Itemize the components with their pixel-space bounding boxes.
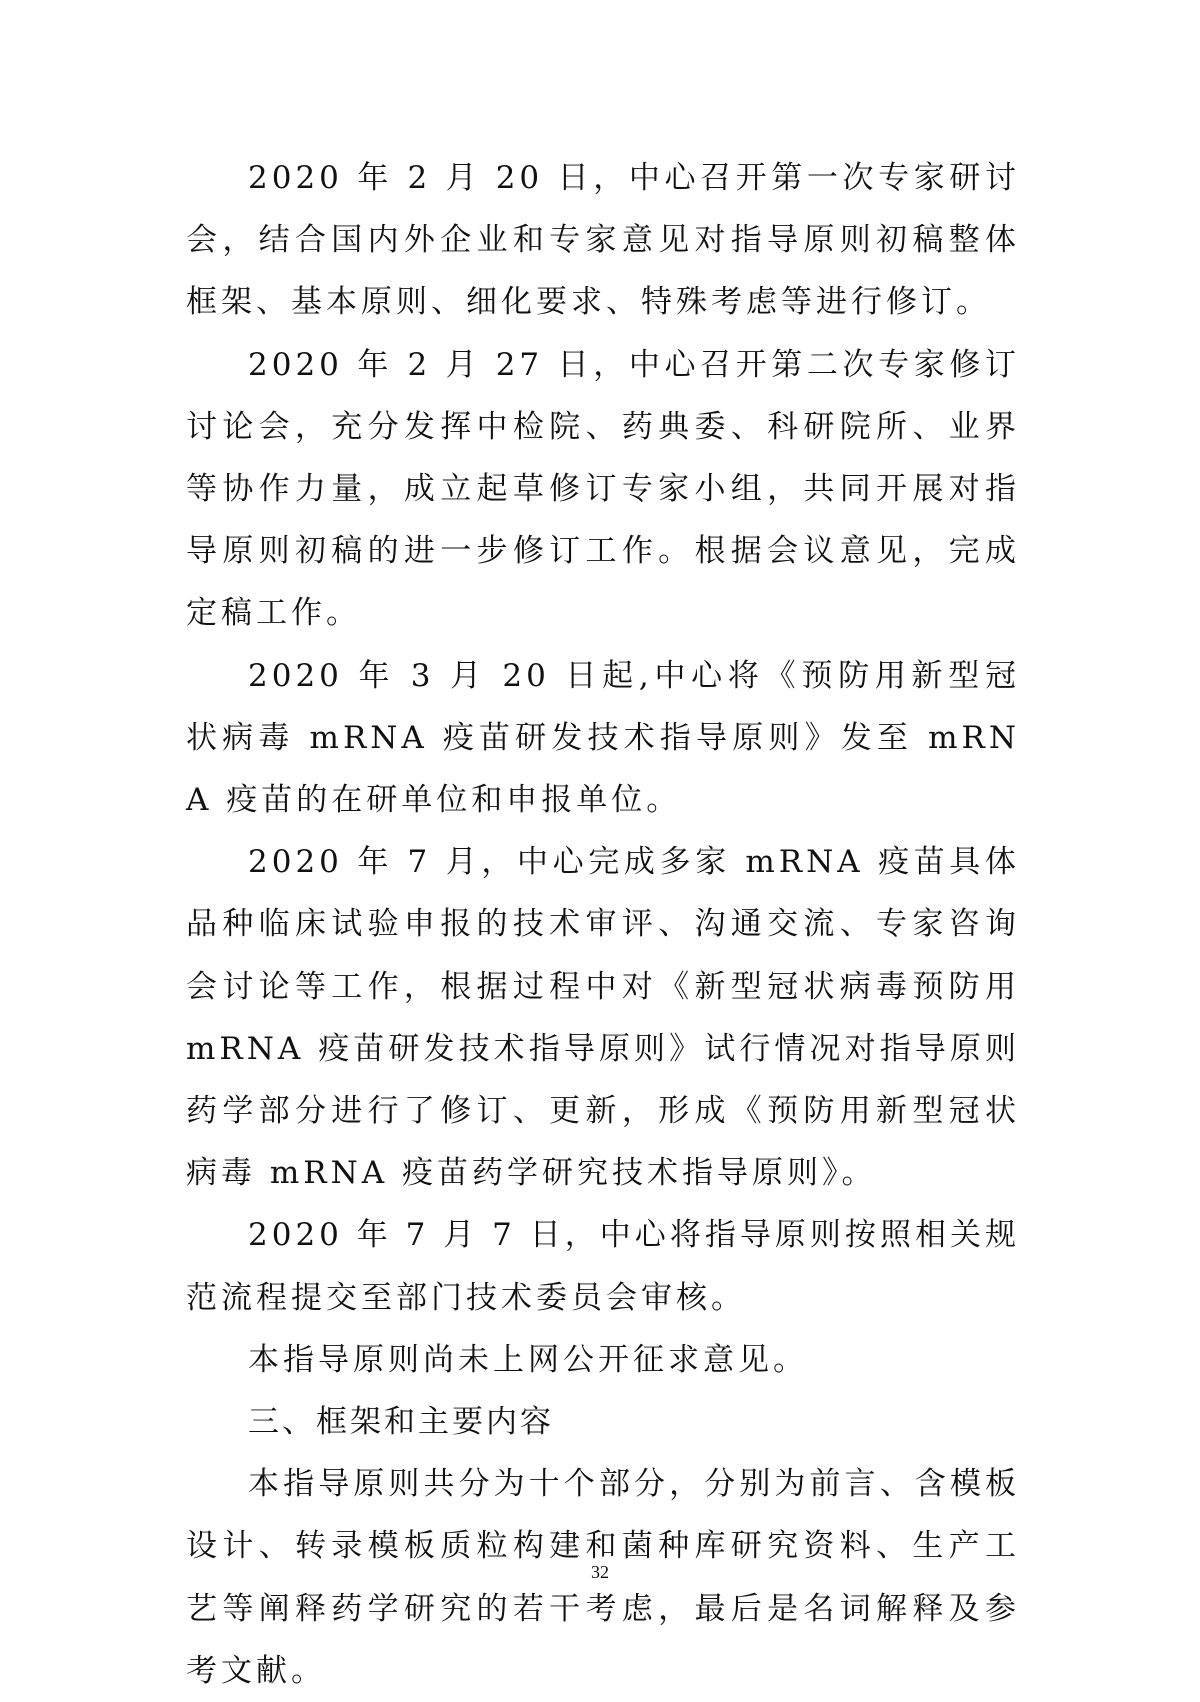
paragraph-jul: 2020 年 7 月，中心完成多家 mRNA 疫苗具体品种临床试验申报的技术审评、沟通交流、专家咨询会讨论等工作，根据过程中对《新型冠状病毒预防用 mRNA 疫苗研发技术指导原则》试行情况对指导原则药学部分进行了修订、更新，形成《预防用新型冠状病毒 mRNA 疫苗药学研究技术指导原则》。 <box>186 844 1020 1192</box>
paragraph-jul-7: 2020 年 7 月 7 日，中心将指导原则按照相关规范流程提交至部门技术委员会审核。 <box>186 1217 1020 1316</box>
paragraph-framework: 本指导原则共分为十个部分，分别为前言、含模板设计、转录模板质粒构建和菌种库研究资料、生产工艺等阐释药学研究的若干考虑，最后是名词解释及参考文献。 <box>186 1466 1020 1689</box>
paragraph-mar-20: 2020 年 3 月 20 日起,中心将《预防用新型冠状病毒 mRNA 疫苗研发技术指导原则》发至 mRNA 疫苗的在研单位和申报单位。 <box>186 657 1020 819</box>
page-number: 32 <box>591 1562 609 1582</box>
paragraph-no-public-comment: 本指导原则尚未上网公开征求意见。 <box>248 1341 808 1378</box>
paragraph-feb-27: 2020 年 2 月 27 日，中心召开第二次专家修订讨论会，充分发挥中检院、药典委、科研院所、业界等协作力量，成立起草修订专家小组，共同开展对指导原则初稿的进一步修订工作。根据会议意见，完成定稿工作。 <box>186 346 1020 632</box>
section-heading: 三、框架和主要内容 <box>248 1404 554 1441</box>
document-body <box>186 147 1020 1702</box>
paragraph-feb-20: 2020 年 2 月 20 日，中心召开第一次专家研讨会，结合国内外企业和专家意见对指导原则初稿整体框架、基本原则、细化要求、特殊考虑等进行修订。 <box>186 160 1020 321</box>
